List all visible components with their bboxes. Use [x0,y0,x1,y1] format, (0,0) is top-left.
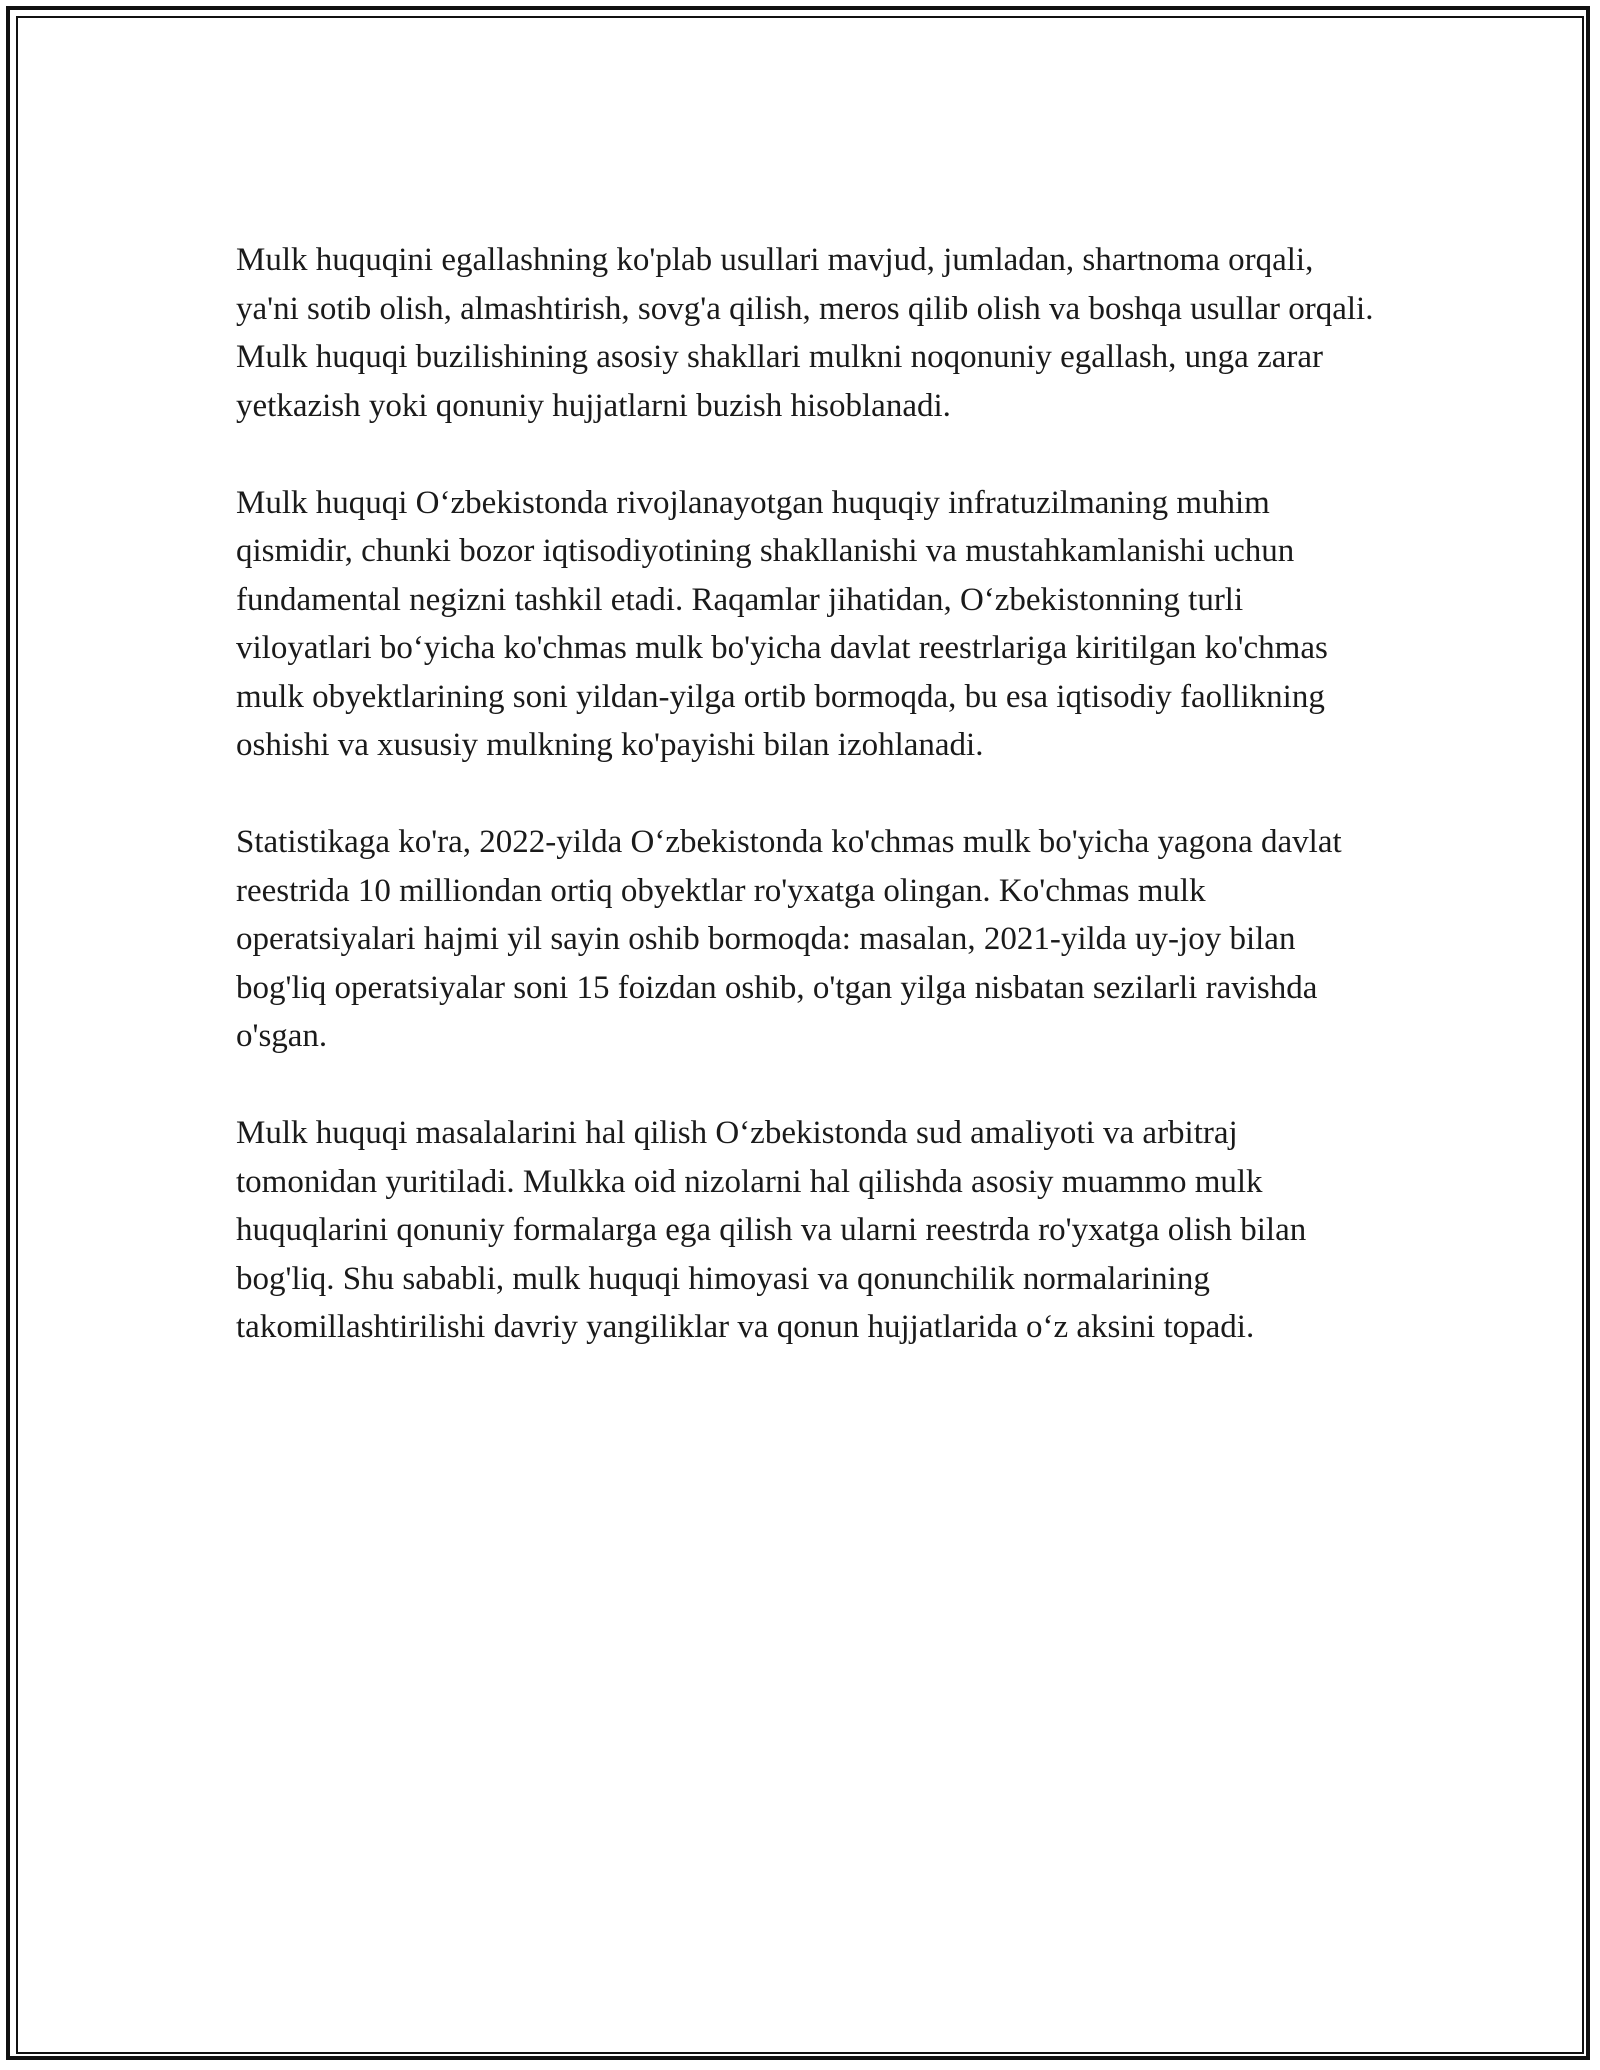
paragraph-statistics: Statistikaga ko'ra, 2022-yilda O‘zbekistonda ko'chmas mulk bo'yicha yagona davlat reestrida 10 milliondan ortiq obyektlar ro'yxatga olingan. Ko'chmas mulk operatsiyalari hajmi yil sayin oshib bormoqda: masalan, 2021-yilda uy-joy bilan bog'liq operatsiyalar soni 15 foizdan oshib, o'tgan yilga nisbatan sezilarli ravishda o'sgan. [236,824,1342,1054]
paragraph-ownership-acquisition: Mulk huquqini egallashning ko'plab usullari mavjud, jumladan, shartnoma orqali, ya'ni sotib olish, almashtirish, sovg'a qilish, meros qilib olish va boshqa usullar orqali. Mulk huquqi buzilishining asosiy shakllari mulkni noqonuniy egallash, unga zarar yetkazish yoki qonuniy hujjatlarni buzish hisoblanadi. [236,242,1374,424]
paragraph-legal-infrastructure: Mulk huquqi O‘zbekistonda rivojlanayotgan huquqiy infratuzilmaning muhim qismidir, chunki bozor iqtisodiyotining shakllanishi va mustahkamlanishi uchun fundamental negizni tashkil etadi. Raqamlar jihatidan, O‘zbekistonning turli viloyatlari bo‘yicha ko'chmas mulk bo'yicha davlat reestrlariga kiritilgan ko'chmas mulk obyektlarining soni yildan-yilga ortib bormoqda, bu esa iqtisodiy faollikning oshishi va xususiy mulkning ko'payishi bilan izohlanadi. [236,484,1328,763]
paragraph-dispute-resolution: Mulk huquqi masalalarini hal qilish O‘zbekistonda sud amaliyoti va arbitraj tomonidan yuritiladi. Mulkka oid nizolarni hal qilishda asosiy muammo mulk huquqlarini qonuniy formalarga ega qilish va ularni reestrda ro'yxatga olish bilan bog'liq. Shu sababli, mulk huquqi himoyasi va qonunchilik normalarining takomillashtirilishi davriy yangiliklar va qonun hujjatlarida o‘z aksini topadi. [236,1115,1307,1345]
document-body [236,236,1376,1400]
